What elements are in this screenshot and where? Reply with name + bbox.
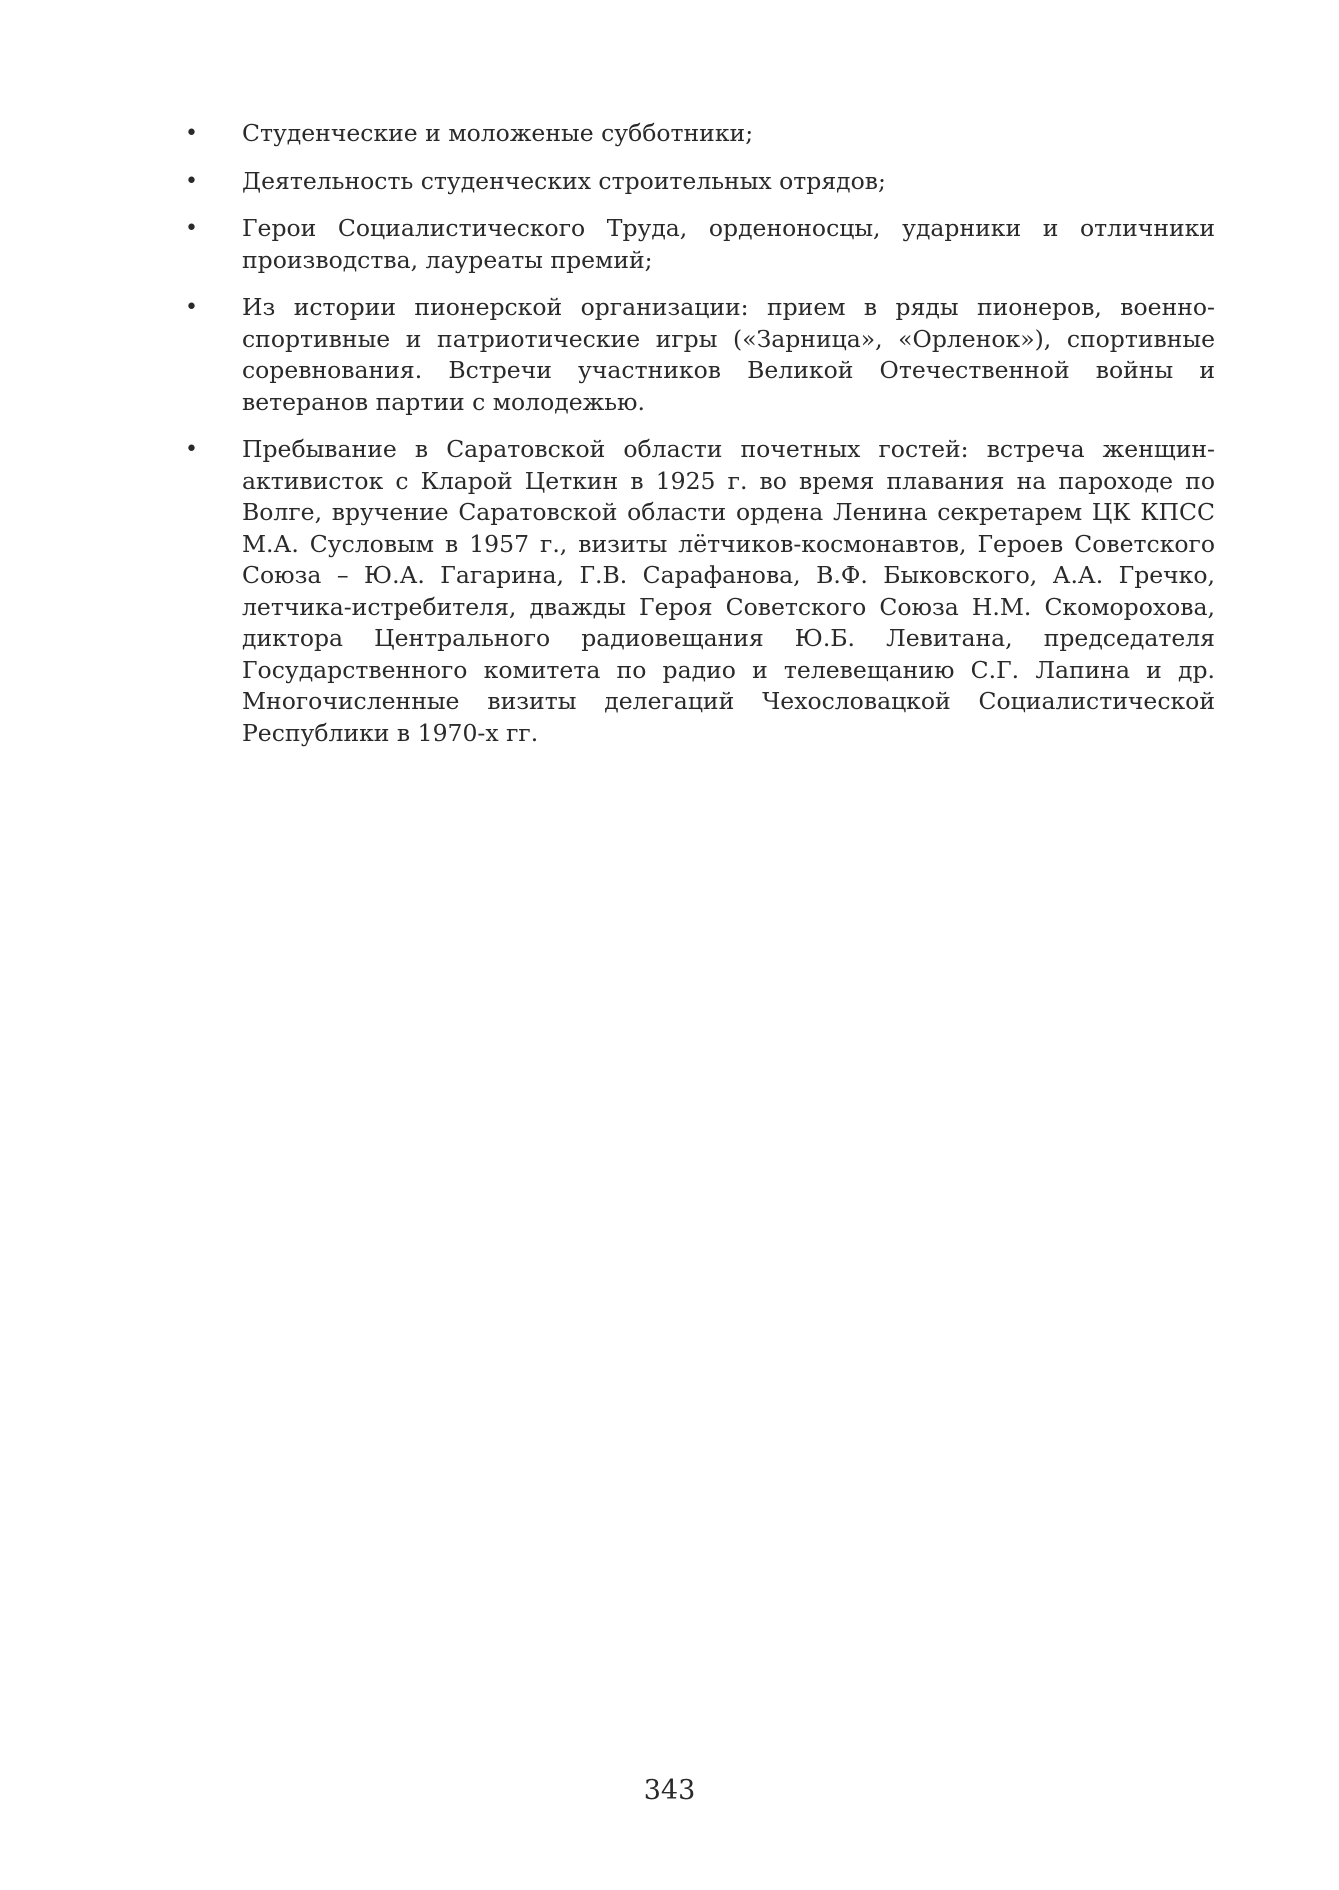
list-item-text: Студенческие и моложеные субботники; <box>242 119 754 147</box>
bullet-icon: • <box>185 437 198 462</box>
bullet-icon: • <box>185 216 198 241</box>
page-number: 343 <box>643 1775 696 1806</box>
list-item <box>185 292 1215 418</box>
list-item-text: Деятельность студенческих строительных отрядов; <box>242 166 886 195</box>
list-item <box>185 213 1215 276</box>
list-item <box>185 434 1215 749</box>
bullet-icon: • <box>185 121 198 146</box>
list-item <box>185 166 1215 198</box>
list-item-text: Из истории пионерской организации: прием в ряды пионеров, военно-спортивные и патриотические игры («Зарница», «Орленок»), спортивные соревнования. Встречи участников Великой Отечественной войны и ветеранов партии с молодежью. <box>242 293 1215 416</box>
bullet-icon: • <box>185 295 198 320</box>
bullet-list <box>185 118 1215 765</box>
list-item <box>185 118 1215 150</box>
bullet-icon: • <box>185 168 198 194</box>
list-item-text: Пребывание в Саратовской области почетных гостей: встреча женщин-активисток с Кларой Цеткин в 1925 г. во время плавания на пароходе по Волге, вручение Саратовской области ордена Ленина секретарем ЦК КПСС М.А. Сусловым в 1957 г., визиты лётчиков-космонавтов, Героев Советского Союза – Ю.А. Гагарина, Г.В. Сарафанова, В.Ф. Быковского, А.А. Гречко, летчика-истребителя, дважды Героя Советского Союза Н.М. Скоморохова, диктора Центрального радиовещания Ю.Б. Левитана, председателя Государственного комитета по радио и телевещанию С.Г. Лапина и др. Многочисленные визиты делегаций Чехословацкой Социалистической Республики в 1970-х гг. <box>242 435 1215 747</box>
list-item-text: Герои Социалистического Труда, орденоносцы, ударники и отличники производства, лауреаты премий; <box>242 214 1215 274</box>
